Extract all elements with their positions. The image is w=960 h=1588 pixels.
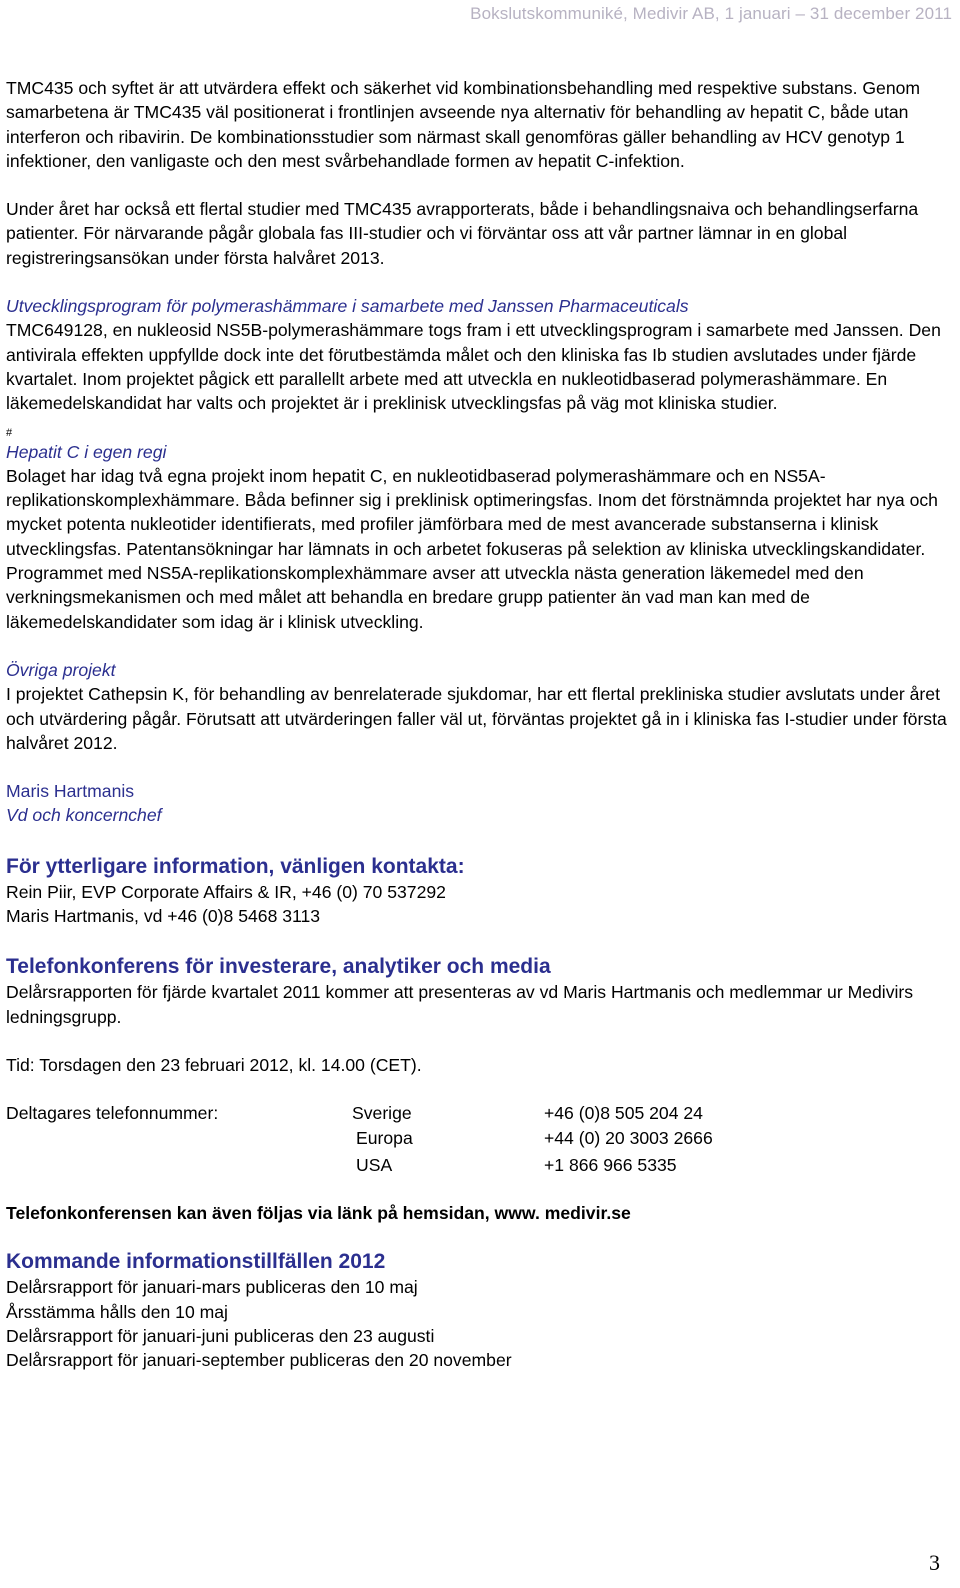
section-title-hepatit: Hepatit C i egen regi: [6, 441, 167, 462]
conference-intro: Delårsrapporten för fjärde kvartalet 2011 kommer att presenteras av vd Maris Hartmanis och medlemmar ur Medivirs ledningsgrupp.: [6, 982, 914, 1027]
dial-in-row: [6, 1153, 954, 1177]
signature-title: Vd och koncernchef: [6, 805, 162, 826]
upcoming-item: Delårsrapport för januari-september publiceras den 20 november: [6, 1350, 512, 1371]
page-number: 3: [929, 1550, 940, 1575]
upcoming-item: Delårsrapport för januari-juni publiceras den 23 augusti: [6, 1325, 435, 1346]
dial-in-number: +44 (0) 20 3003 2666: [544, 1127, 713, 1148]
contact-line-2: Maris Hartmanis, vd +46 (0)8 5468 3113: [6, 906, 321, 927]
dial-in-table: [6, 1101, 954, 1177]
hash-mark: #: [6, 426, 13, 439]
web-link-note: Telefonkonferensen kan även följas via länk på hemsidan, www. medivir.se: [6, 1203, 631, 1224]
dial-in-country: USA: [356, 1154, 393, 1175]
section-title-polymerase: Utvecklingsprogram för polymerashämmare i samarbete med Janssen Pharmaceuticals: [6, 296, 689, 317]
contact-line-1: Rein Piir, EVP Corporate Affairs & IR, +46 (0) 70 537292: [6, 881, 446, 902]
section-title-ovriga: Övriga projekt: [6, 659, 116, 680]
conference-heading: Telefonkonferens för investerare, analytiker och media: [6, 955, 551, 979]
paragraph-tmc435-studies: Under året har också ett flertal studier med TMC435 avrapporterats, både i behandlingsnaiva och behandlingserfarna patienter. För närvarande pågår globala fas III-studier och vi förväntar oss att vår partner lämnar in en global registreringsansökan under första halvåret 2013.: [6, 199, 919, 268]
paragraph-tmc435-combination: TMC435 och syftet är att utvärdera effekt och säkerhet vid kombinationsbehandling med respektive substans. Genom samarbetena är TMC435 väl positionerat i frontlinjen avseende nya alternativ för behandling av hepatit C, både utan interferon och ribavirin. De kombinationsstudier som närmast skall genomföras gäller behandling av HCV genotyp 1 infektioner, den vanligaste och den mest svårbehandlade formen av hepatit C-infektion.: [6, 78, 921, 171]
dial-in-label: Deltagares telefonnummer:: [6, 1103, 219, 1124]
upcoming-heading: Kommande informationstillfällen 2012: [6, 1250, 386, 1274]
dial-in-row: [6, 1126, 954, 1150]
section-text-ovriga: I projektet Cathepsin K, för behandling av benrelaterade sjukdomar, har ett flertal prekliniska studier avslutats under året och utvärdering pågår. Förutsatt att utvärderingen faller väl ut, förväntas projektet gå in i kliniska fas I-studier under första halvåret 2012.: [6, 684, 947, 753]
page-body: [6, 76, 954, 1373]
conference-time: Tid: Torsdagen den 23 februari 2012, kl. 14.00 (CET).: [6, 1054, 422, 1075]
dial-in-row: [6, 1101, 954, 1125]
signature-name: Maris Hartmanis: [6, 781, 135, 802]
upcoming-item: Delårsrapport för januari-mars publiceras den 10 maj: [6, 1277, 418, 1298]
upcoming-item: Årsstämma hålls den 10 maj: [6, 1301, 228, 1322]
dial-in-number: +1 866 966 5335: [544, 1154, 677, 1175]
running-header: Bokslutskommuniké, Medivir AB, 1 januari – 31 december 2011: [470, 4, 952, 23]
dial-in-country: Europa: [356, 1127, 413, 1148]
dial-in-number: +46 (0)8 505 204 24: [544, 1103, 703, 1124]
dial-in-country: Sverige: [352, 1103, 412, 1124]
contact-heading: För ytterligare information, vänligen kontakta:: [6, 854, 465, 878]
section-text-hepatit: Bolaget har idag två egna projekt inom hepatit C, en nukleotidbaserad polymerashämmare och en NS5A-replikationskomplexhämmare. Båda befinner sig i preklinisk optimeringsfas. Inom det förstnämnda projektet har nya och mycket potenta nukleotider identifierats, med profiler jämförbara med de mest avancerade substanserna i klinisk utvecklingsfas. Patentansökningar har lämnats in och arbetet fokuseras på selektion av kliniska utvecklingskandidater. Programmet med NS5A-replikationskomplexhämmare avser att utveckla nästa generation läkemedel med den verkningsmekanismen och med målet att behandla en bredare grupp patienter än vad man kan med de läkemedelskandidater som idag är i klinisk utveckling.: [6, 465, 938, 632]
section-text-polymerase: TMC649128, en nukleosid NS5B-polymerashämmare togs fram i ett utvecklingsprogram i samarbete med Janssen. Den antivirala effekten uppfyllde dock inte det förutbestämda målet och den kliniska fas Ib studien avslutades under fjärde kvartalet. Inom projektet pågick ett parallellt arbete med att utveckla en nukleotidbaserad polymerashämmare. En läkemedelskandidat har valts och projektet är i preklinisk utvecklingsfas på väg mot kliniska studier.: [6, 320, 941, 414]
